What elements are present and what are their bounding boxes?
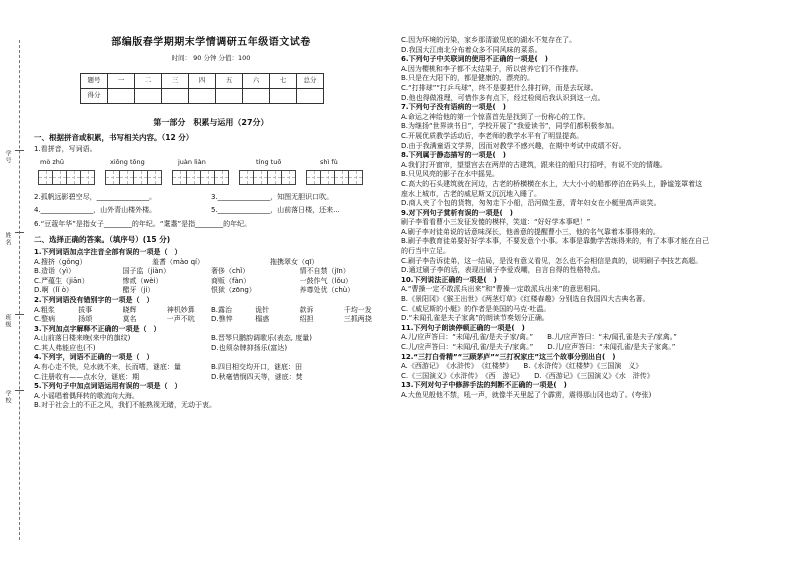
option: 一鼓作气（lǒu） xyxy=(299,276,353,285)
question-stem: 5.下列句子中加点词语运用有误的一项是（ ） xyxy=(34,382,182,391)
text-line: 座水上城市，古老的威尼斯又沉沉地入睡了。 xyxy=(401,189,541,198)
fill-question: 2.孤帆远影碧空尽，_______________。 xyxy=(34,192,157,201)
score-input-cell[interactable] xyxy=(162,89,189,104)
text-line: A.命运之神给他的第一个惊喜首先是找到了一份称心的工作。 xyxy=(401,112,590,121)
text-line: B.刷子李教育徒弟要好好学本事，不要发意个小事。本事是靠勤学苦练得来的，有了本事才能在自己 xyxy=(401,237,710,246)
option: 奢侈（chǐ） xyxy=(211,267,250,276)
score-input-cell[interactable] xyxy=(243,89,270,104)
option: 商贩（fàn） xyxy=(211,276,251,285)
option: 醋牙（ji） xyxy=(122,286,155,295)
writing-grid[interactable] xyxy=(38,170,95,185)
fill-question: 5._______________，山前落日楼，还来... xyxy=(211,206,340,215)
option: A.有心走不快，兑水就不来，长而嗜，谜底：量 xyxy=(34,363,181,372)
right-column xyxy=(401,36,785,401)
question-stem: 11.下列句子朗读停顿正确的一项是( ) xyxy=(401,323,525,332)
score-cell: 六 xyxy=(243,74,270,89)
writing-grid[interactable] xyxy=(239,170,296,185)
text-line: B.只见风亮的影子在水中摇晃。 xyxy=(401,170,500,179)
option: 晓辉 xyxy=(122,305,137,314)
option: C.整病 xyxy=(34,315,56,324)
question-stem: 4.下列字，词语不正确的一项是（ ） xyxy=(34,353,154,362)
part-heading: 第一部分 积累与运用（27分） xyxy=(153,118,269,128)
text-line: B.为继扬“世界读书日”，学校开展了“我爱读书”，同学们都积极参加。 xyxy=(401,122,619,131)
question-stem: 7.下列句子没有语病的一项是( ) xyxy=(401,103,506,112)
writing-grid[interactable] xyxy=(306,170,363,185)
margin-tick xyxy=(15,314,24,315)
text-line: A.“曹操一定不敢派兵出来”和“曹操一定敢派兵出来”的意思相同。 xyxy=(401,285,605,294)
score-input-cell[interactable] xyxy=(216,89,243,104)
option: 羞耆（mào qí） xyxy=(152,257,205,266)
question-stem: 9.对下列句子赏析有误的一项是( ) xyxy=(401,208,513,217)
text-line: C.开展优质教学活动后，李老师的教学水平有了明显提高。 xyxy=(401,131,584,140)
margin-tick xyxy=(15,150,24,151)
option: 惨贰（wèi） xyxy=(122,276,163,285)
fill-question: 6.“豆蔻年华”是指女子________的年纪。“耄耋”是指________的年纪。 xyxy=(34,219,252,228)
text-line: A.我们打开窗帘，望望宫去在两岸的古建筑，跟来往的船只打招呼，有说不完的情趣。 xyxy=(401,160,667,169)
option: D.憔悴 xyxy=(211,315,233,324)
text-line: D.“未闻孔雀是夫子家禽”的朗读节奏划分正确。 xyxy=(401,314,549,323)
option: D.也须杂牌抑扬乐(富达) xyxy=(211,343,288,352)
option: B.露治 xyxy=(211,305,233,314)
score-input-cell[interactable] xyxy=(270,89,297,104)
score-value-row xyxy=(81,89,324,104)
option: 榻惑 xyxy=(255,315,270,324)
left-column xyxy=(34,36,388,411)
option: C.其人弗能应也(不) xyxy=(34,343,96,352)
fill-row xyxy=(34,193,388,203)
exam-title: 部编版春学期期末学情调研五年级语文试卷 xyxy=(111,37,311,48)
score-cell: 得分 xyxy=(81,89,108,104)
margin-label-school: 学校 xyxy=(4,390,11,404)
question-stem: 6.下列句子中关联词的使用不正确的一项是( ) xyxy=(401,55,548,64)
question-stem: 8.下列属于静态描写的一项是( ) xyxy=(401,151,506,160)
score-input-cell[interactable] xyxy=(189,89,216,104)
text-line: 的行当中立足。 xyxy=(401,247,450,256)
option-row xyxy=(34,315,388,325)
text-line: A.大鱼见般他不禁，吼一声，就像半天里起了个霹雳，震得那山冈也动了。(夸张) xyxy=(401,390,652,399)
option-row xyxy=(34,334,388,344)
pinyin: mò zhū xyxy=(40,157,65,166)
option: 扬颂 xyxy=(78,315,93,324)
option-row xyxy=(34,344,388,354)
exam-meta: 时间： 90 分钟 分值：100 xyxy=(171,53,251,62)
score-cell: 七 xyxy=(270,74,297,89)
writing-grid-row xyxy=(38,170,388,185)
score-cell: 一 xyxy=(108,74,135,89)
text-line: A.《西游记》 《水浒传》 《红楼梦》 B.《水浒传》《红楼梦》《三国演 义》 xyxy=(401,362,643,371)
text-line: C.高大的石头建筑就在河边，古老的桥横横在水上，大大小小的船都停泊在码头上，静谧笼罩着这 xyxy=(401,179,703,188)
score-cell: 题号 xyxy=(81,74,108,89)
margin-tick xyxy=(15,390,24,391)
text-line: A.儿/应声答曰：“未闻/孔雀/是夫子家/禽。” B.儿/应声答曰：“未/闻孔雀是夫子/家禽。” xyxy=(401,333,677,342)
option: 国子监（jiàn） xyxy=(122,267,171,276)
option-row xyxy=(34,277,388,287)
option: 绍担 xyxy=(299,315,314,324)
text-line: D.他也得做准理，可惜作多有点下，经过检阅后我认识到这一点。 xyxy=(401,93,605,102)
question-stem: 3.下列加点字解释不正确的一项是（ ） xyxy=(34,324,161,333)
score-input-cell[interactable] xyxy=(297,89,324,104)
section-heading: 一、根据拼音或积累，书写相关内容。（12 分） xyxy=(34,132,194,142)
text-line: D.商人夹了个包的货物，匆匆走下小船，沿河做生意，青年妇女在小艇里高声谈笑。 xyxy=(401,199,661,208)
score-header-row xyxy=(81,74,324,89)
fill-question: 3._______________，知图无胆识口吹。 xyxy=(211,192,334,201)
margin-label-name: 姓名 xyxy=(4,232,11,246)
option: 神机妙算 xyxy=(166,305,195,314)
option-row xyxy=(34,258,388,268)
option: 款诉 xyxy=(299,305,314,314)
question-stem: 10.下列说法正确的一项是( ) xyxy=(401,275,497,284)
option: D.啊（lǐ ò） xyxy=(34,286,74,295)
text-line: D.我国大江南北分布着众多不同风味的菜系。 xyxy=(401,45,542,54)
option: 诡针 xyxy=(255,305,270,314)
score-cell: 三 xyxy=(162,74,189,89)
option-row xyxy=(34,363,388,373)
binding-line xyxy=(19,40,20,540)
text-line: D.由于我满童语文学界，因而对教学不感兴趣，在期中考试中成绩不好。 xyxy=(401,141,626,150)
option: A.粗浆 xyxy=(34,305,55,314)
option: B.造诣（yì） xyxy=(34,267,76,276)
question-stem: 12.“三打白骨精”“三顾茅庐”“三打祝家庄”这三个故事分别出自( ) xyxy=(401,352,616,361)
option-row xyxy=(34,306,388,316)
pinyin: juàn liàn xyxy=(178,157,206,166)
text-line: 刷子李看看曹小三发征发傻的模样，笑道：“好好学本事吧！” xyxy=(401,218,591,227)
option: 拖携翠女（qī） xyxy=(270,257,319,266)
option: A.山前落日楼来晚(来中的旗纹) xyxy=(34,334,131,343)
section-heading: 二、选择正确的答案。（填序号）(15 分) xyxy=(34,235,171,245)
option: B.晋琴只鹏韵调歌乐(表态, 度量) xyxy=(211,334,312,343)
writing-grid[interactable] xyxy=(105,170,162,185)
option: 莫名 xyxy=(122,315,137,324)
option: C.严蕴生（jiān） xyxy=(34,276,89,285)
text-line: C.儿/应声答曰：“未闻/孔雀/是夫子/家禽。” D.儿/应声答曰：“未闻孔雀/是夫子家禽。” xyxy=(401,343,676,351)
option: A.小谣唱着偶拜转的歌流向大海。 xyxy=(34,391,139,400)
margin-label-class: 班级 xyxy=(4,314,11,328)
score-cell: 四 xyxy=(189,74,216,89)
option: 情不自禁（jīn） xyxy=(299,267,350,276)
score-input-cell[interactable] xyxy=(135,89,162,104)
option: 一声不吭 xyxy=(166,315,195,324)
fill-row xyxy=(34,206,388,216)
pinyin-row xyxy=(40,158,388,168)
question-stem: 2.下列词语没有错别字的一项是（ ） xyxy=(34,295,154,304)
text-line: C.“打排球”“打乒乓球”，终不是要把什么排打碎，而是去玩球。 xyxy=(401,83,598,92)
score-cell: 二 xyxy=(135,74,162,89)
margin-label-student-id: 学号 xyxy=(4,150,11,164)
option: 千均一发 xyxy=(343,305,372,314)
text-line: A.因为樱桃和李子都不太结果子，所以营养它们不作推荐。 xyxy=(401,64,583,73)
score-table xyxy=(80,73,324,104)
question-stem: 13.下列对句子中修辞手法的判断不正确的一项是( ) xyxy=(401,381,567,390)
option: 养尊处优（chù） xyxy=(299,286,355,295)
option: 三抓两挠 xyxy=(343,315,372,324)
pinyin: xiōng tōng xyxy=(110,157,145,166)
question-stem: 1.下列词语加点字注音全部有误的一项是（ ） xyxy=(34,247,182,256)
text-line: C.因为环境的污染，家乡那清澈见底的湖水不复存在了。 xyxy=(401,36,577,44)
option: 恨狱（zōng） xyxy=(211,286,256,295)
margin-tick xyxy=(15,232,24,233)
text-line: B.只是在大阳下的，都是健康的、漂亮的。 xyxy=(401,74,535,83)
text-line: A.刷子李对徒弟说的话意味深长，他善意的提醒曹小三，他的名气靠着本事得来的。 xyxy=(401,227,660,236)
option-row xyxy=(34,373,388,383)
option: D.秋毫惜悯四天等，谜底：焚 xyxy=(211,372,303,381)
score-cell: 总分 xyxy=(297,74,324,89)
binding-margin xyxy=(0,0,30,561)
option: B.对于社会上的不正之风，我们不能熟视无睹，无动于衷。 xyxy=(34,401,217,410)
question-text: 1.看拼音，写词语。 xyxy=(34,145,97,154)
option: B.四目相交均开口，谜底：田 xyxy=(211,363,303,372)
option-row xyxy=(34,286,388,296)
writing-grid[interactable] xyxy=(172,170,229,185)
text-line: C.《三国演义》《水浒传》 《西 游记》 D.《西游记》《三国演义》《水 浒传》 xyxy=(401,371,654,380)
fill-question: 4._______________，山外青山楼外楼。 xyxy=(34,206,157,215)
pinyin: tíng tuō xyxy=(256,157,282,166)
score-cell: 五 xyxy=(216,74,243,89)
option: 拔事 xyxy=(78,305,93,314)
text-line: D.通过刷子李的话，表现出刷子李爱戏嘲，自言自得的性格特点。 xyxy=(401,266,605,275)
option: C.注册收有——点水分，谜底：期 xyxy=(34,372,140,381)
score-input-cell[interactable] xyxy=(108,89,135,104)
option-row xyxy=(34,267,388,277)
text-line: C.《威尼斯的小艇》的作者是美国的马克·吐温。 xyxy=(401,304,551,313)
option: A.搜挤（gǒng） xyxy=(34,257,87,266)
pinyin: shì fù xyxy=(320,157,338,166)
text-line: B.《景阳冈》《猴王出世》《两茎灯草》《红楼春趣》分别选自我国四大古典名著。 xyxy=(401,295,650,304)
text-line: C.刷子李告诉徒弟，这一结局，是没有意义看见，怎么也不会相信是真的，说明刷子李技艺高超。 xyxy=(401,256,703,265)
